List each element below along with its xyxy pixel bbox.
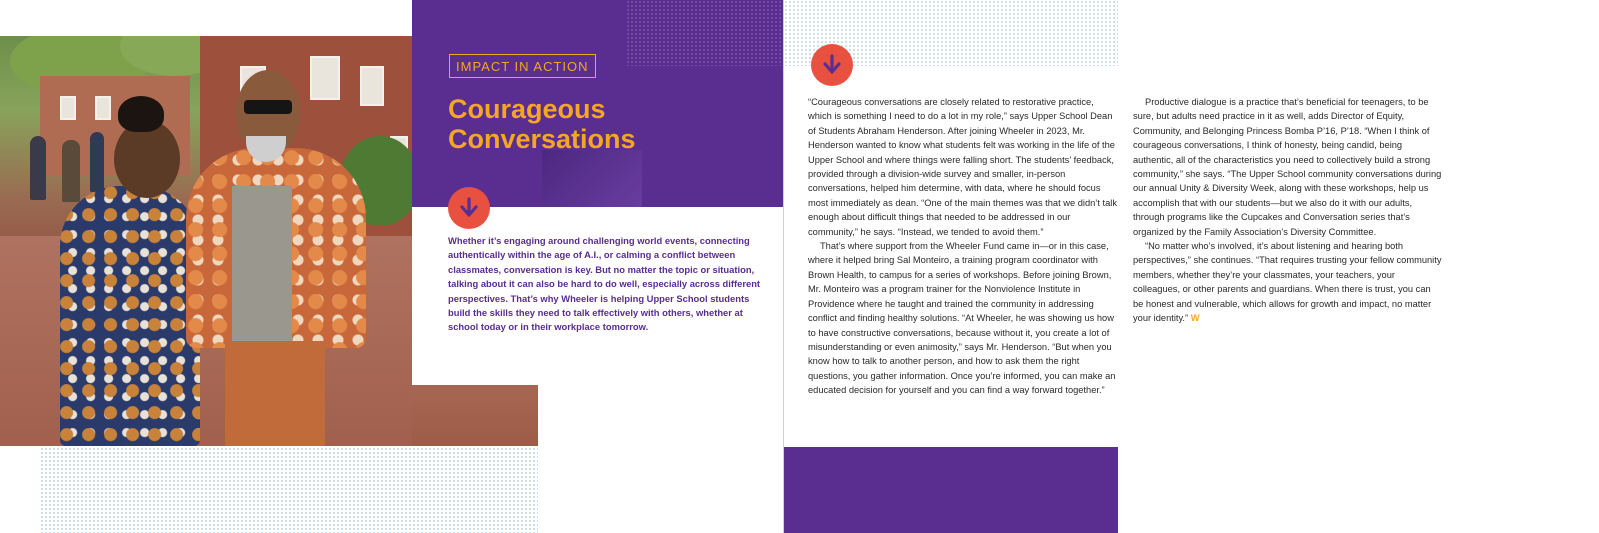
crown-end-mark-icon: W (1190, 313, 1200, 324)
arrow-down-icon (811, 44, 853, 86)
panel-photo-overlay (542, 150, 642, 207)
body-paragraph: Productive dialogue is a practice that’s beneficial for teenagers, to be sure, but adults need practice in it as well, adds Director of Equity, Community, and Belonging Princess Bomba P’16, P’18. “When I think of courageous conversations, I think of honesty, being candid, being authentic, all of the characteristics you need to collectively build a strong community,” she says. “The Upper School community conversations during our annual Unity & Diversity Week, along with these workshops, help us accomplish that with our students—but we also do it with our adults, through programs like the Cupcakes and Conversation series that’s organized by the Family Association’s Diversity Committee. (1133, 97, 1442, 237)
body-column-1 (808, 95, 1120, 398)
photo-extension (412, 385, 538, 446)
body-paragraph-last (1133, 239, 1443, 325)
arrow-down-icon (448, 187, 490, 229)
photo-two-people (0, 36, 412, 446)
purple-bottom-block (784, 447, 1118, 533)
body-column-2 (1133, 95, 1443, 326)
halftone-texture-purple (626, 0, 784, 66)
woman-figure (60, 186, 200, 446)
eyebrow-tag (449, 54, 596, 78)
body-paragraph-text: “No matter who’s involved, it’s about listening and hearing both perspectives,” she continues. “That requires trusting your fellow community members, whether they’re your classmates, your teachers, your colleagues, or other parents and guardians. When there is trust, you can be honest and vulnerable, which allows for growth and impact, no matter your identity.” (1133, 241, 1442, 324)
intro-paragraph: Whether it’s engaging around challenging world events, connecting authentically within the age of A.I., or calming a conflict between classmates, conversation is key. But no matter the topic or situation, talking about it can also be hard to do well, especially across different perspectives. That’s why Wheeler is helping Upper School students build the skills they need to talk effectively with others, whether at school today or in their workplace tomorrow. (448, 235, 761, 333)
halftone-texture-bottom-left (40, 447, 538, 533)
body-paragraph: That’s where support from the Wheeler Fund came in—or in this case, where it helped bring Sal Monteiro, a training program coordinator with Brown Health, to campus for a series of workshops. Before joining Brown, Mr. Monteiro was a program trainer for the Nonviolence Institute in Providence where he taught and trained the community in addressing conflict and finding healthy solutions. “At Wheeler, he was showing us how to have constructive conversations, because without it, you create a lot of misunderstanding or even animosity,” says Mr. Henderson. “But when you know how to talk to another person, and how to ask them the right questions, you gather information. Once you’re informed, you can make an educated decision for yourself and you can find a way forward together.” (808, 241, 1116, 396)
body-paragraph: “Courageous conversations are closely related to restorative practice, which is something I need to do a lot in my role,” says Upper School Dean of Students Abraham Henderson. After joining Wheeler in 2023, Mr. Henderson wanted to know what students felt was working in the life of the Upper School and where things were falling short. The students’ feedback, provided through a division-wide survey and smaller, in-person conversations, helped him determine, with data, where he should focus most immediately as dean. “One of the main themes was that we didn’t talk enough about difficult things that needed to be addressed in our community,” he says. “Instead, we tended to avoid them.” (808, 97, 1118, 237)
article-title: Courageous Conversations (448, 94, 636, 154)
eyebrow-label: IMPACT IN ACTION (456, 58, 589, 74)
